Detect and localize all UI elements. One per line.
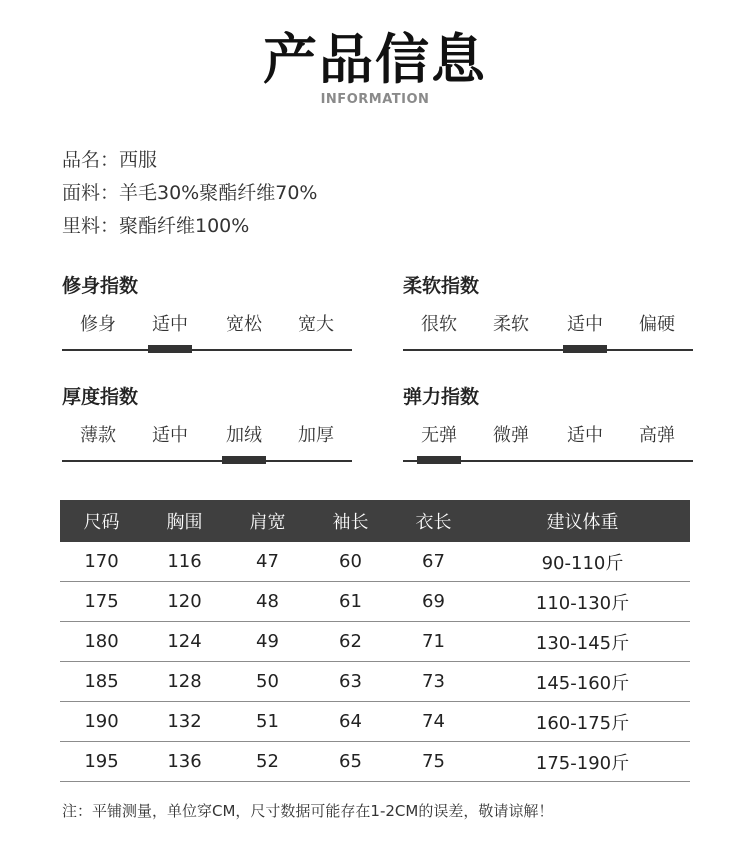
table-cell: 170 — [60, 542, 143, 582]
scale-option: 适中 — [152, 314, 188, 335]
info-name: 品名：西服 — [62, 149, 158, 171]
page-title: 产品信息 — [263, 28, 487, 91]
scale-selected-marker — [563, 345, 607, 353]
scale-option: 无弹 — [421, 425, 457, 446]
measurement-note: 注：平铺测量，单位穿CM，尺寸数据可能存在1-2CM的误差，敬请谅解！ — [62, 802, 554, 820]
column-header: 胸围 — [143, 500, 226, 542]
table-cell: 52 — [226, 742, 309, 782]
table-cell: 67 — [392, 542, 475, 582]
scale-thickness — [62, 383, 352, 461]
scale-track — [62, 460, 352, 462]
scale-option: 很软 — [421, 314, 457, 335]
size-table — [60, 500, 690, 782]
table-cell: 190 — [60, 702, 143, 742]
scale-title: 弹力指数 — [403, 386, 480, 408]
column-header: 尺码 — [60, 500, 143, 542]
scale-options — [403, 300, 693, 350]
table-cell: 48 — [226, 582, 309, 622]
scale-option: 加厚 — [298, 425, 334, 446]
column-header: 肩宽 — [226, 500, 309, 542]
table-cell: 71 — [392, 622, 475, 662]
table-row — [60, 622, 690, 662]
column-header: 建议体重 — [475, 500, 690, 542]
scale-option: 高弹 — [639, 425, 675, 446]
scale-title: 厚度指数 — [62, 386, 139, 408]
scale-options — [62, 411, 352, 461]
scale-option: 加绒 — [226, 425, 262, 446]
table-cell: 185 — [60, 662, 143, 702]
column-header: 衣长 — [392, 500, 475, 542]
column-header: 袖长 — [309, 500, 392, 542]
table-cell: 47 — [226, 542, 309, 582]
table-cell: 69 — [392, 582, 475, 622]
scale-selected-marker — [148, 345, 192, 353]
table-cell: 63 — [309, 662, 392, 702]
table-cell: 195 — [60, 742, 143, 782]
table-row — [60, 542, 690, 582]
table-cell: 124 — [143, 622, 226, 662]
scale-option: 适中 — [567, 314, 603, 335]
table-row — [60, 582, 690, 622]
scale-option: 柔软 — [493, 314, 529, 335]
table-cell: 180 — [60, 622, 143, 662]
table-cell: 49 — [226, 622, 309, 662]
table-row — [60, 702, 690, 742]
table-cell: 132 — [143, 702, 226, 742]
scale-option: 宽大 — [298, 314, 334, 335]
scale-track — [62, 349, 352, 351]
table-cell: 145-160斤 — [475, 662, 690, 702]
scale-options — [403, 411, 693, 461]
scale-elasticity — [403, 383, 693, 461]
table-cell: 65 — [309, 742, 392, 782]
table-cell: 175 — [60, 582, 143, 622]
table-cell: 175-190斤 — [475, 742, 690, 782]
scale-option: 偏硬 — [639, 314, 675, 335]
table-cell: 50 — [226, 662, 309, 702]
info-fabric: 面料：羊毛30%聚酯纤维70% — [62, 182, 318, 204]
product-info — [62, 144, 317, 243]
scale-selected-marker — [222, 456, 266, 464]
scale-fit — [62, 272, 352, 350]
table-cell: 160-175斤 — [475, 702, 690, 742]
table-cell: 73 — [392, 662, 475, 702]
scale-options — [62, 300, 352, 350]
scale-title: 修身指数 — [62, 275, 139, 297]
table-cell: 90-110斤 — [475, 542, 690, 582]
table-cell: 64 — [309, 702, 392, 742]
scale-softness — [403, 272, 693, 350]
table-cell: 62 — [309, 622, 392, 662]
info-lining: 里料：聚酯纤维100% — [62, 215, 250, 237]
page-subtitle: INFORMATION — [320, 92, 430, 107]
table-cell: 120 — [143, 582, 226, 622]
scale-option: 修身 — [80, 314, 116, 335]
scale-title: 柔软指数 — [403, 275, 480, 297]
table-header-row — [60, 500, 690, 542]
table-cell: 75 — [392, 742, 475, 782]
table-cell: 116 — [143, 542, 226, 582]
table-cell: 60 — [309, 542, 392, 582]
scale-option: 适中 — [152, 425, 188, 446]
table-cell: 110-130斤 — [475, 582, 690, 622]
scale-track — [403, 349, 693, 351]
table-cell: 51 — [226, 702, 309, 742]
scale-option: 宽松 — [226, 314, 262, 335]
table-row — [60, 662, 690, 702]
table-cell: 128 — [143, 662, 226, 702]
scale-option: 微弹 — [493, 425, 529, 446]
table-cell: 130-145斤 — [475, 622, 690, 662]
scale-selected-marker — [417, 456, 461, 464]
table-cell: 136 — [143, 742, 226, 782]
table-cell: 74 — [392, 702, 475, 742]
scale-option: 薄款 — [80, 425, 116, 446]
table-cell: 61 — [309, 582, 392, 622]
scale-option: 适中 — [567, 425, 603, 446]
table-row — [60, 742, 690, 782]
